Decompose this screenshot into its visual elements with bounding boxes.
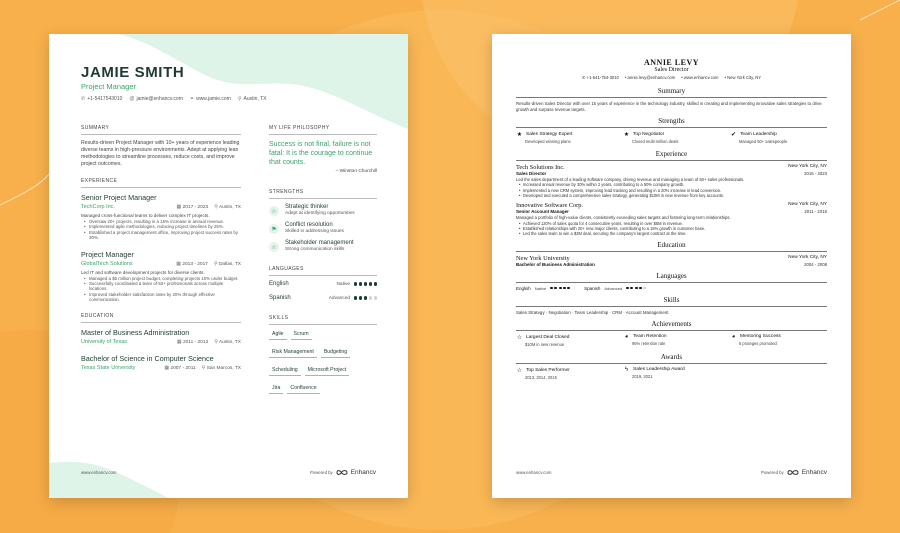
achievement-desc: 95% retention rate (632, 340, 666, 346)
job-position: Senior Account Manager (516, 209, 569, 215)
award-title: Sales Leadership Award (633, 367, 685, 373)
candidate-name: JAMIE SMITH (81, 64, 185, 81)
job-company: Tech Solutions Inc. (516, 164, 565, 171)
job-bullet: • Developed and executed a comprehensive sales strategy, generating $10M in new revenue from key accounts. (523, 193, 827, 198)
skills-tags (269, 330, 377, 394)
job-bullet: • Oversaw 20+ projects, resulting in a 15% increase in annual revenue. (89, 219, 241, 224)
job-entry (81, 193, 241, 241)
language-level: Advanced (328, 295, 351, 301)
achievement-title: Team Retention (633, 334, 667, 340)
job-entry (516, 164, 827, 198)
education-location: San Marcos, TX (206, 365, 241, 371)
language-name: English (516, 285, 531, 291)
footer-powered: Powered by (310, 470, 333, 475)
section-title-experience: Experience (516, 150, 827, 161)
job-bullet: • Implemented a new CRM system, improving lead tracking and resulting in a 20% increase in lead conversion. (523, 188, 827, 193)
contact-phone: +1-541-754-3010 (586, 75, 619, 80)
job-bullet: • Established relationships with 20+ new major clients, contributing to a 15% growth in customer base. (523, 226, 827, 231)
job-description: Managed cross-functional teams to deliver complex IT projects. (81, 213, 210, 218)
footer-site[interactable]: www.enhancv.com (81, 470, 117, 475)
section-title-experience: EXPERIENCE (81, 178, 241, 188)
strength-desc: Developed winning plans (525, 139, 571, 144)
education-degree: Bachelor of Science in Computer Science (81, 353, 214, 363)
candidate-name: ANNIE LEVY (643, 58, 699, 67)
achievement-item (730, 334, 827, 347)
education-location: New York City, NY (788, 254, 827, 260)
phone-icon: ✆ (81, 96, 86, 102)
education-entry (516, 255, 827, 267)
achievements-list (516, 334, 827, 347)
job-bullets (81, 219, 241, 241)
language-name: Spanish (269, 295, 291, 301)
job-dates: 2016 - 2023 (804, 171, 827, 176)
section-title-achievements: Achievements (516, 320, 827, 331)
language-level: Advanced (604, 285, 623, 291)
job-company: GlobalTech Solutions (81, 260, 133, 267)
skill-tag: Budgeting (321, 348, 350, 358)
rating-dot (354, 282, 357, 285)
achievement-title: Mentoring Success (740, 334, 781, 340)
star-icon: ★ (516, 132, 523, 138)
contact-location: Austin, TX (243, 96, 267, 102)
calendar-icon: ▦ (176, 204, 182, 210)
right-column (269, 125, 377, 394)
job-bullet: • Successfully coordinated a team of 50+ professionals across multiple locations. (89, 281, 241, 292)
section-title-skills: SKILLS (269, 315, 377, 325)
award-title: Top Sales Performer (526, 367, 570, 373)
footer-site[interactable]: www.enhancv.com (516, 470, 552, 475)
job-bullet: • Established a project management office, improving project success rates by 30%. (89, 230, 241, 241)
location-icon: ⚲ (214, 338, 218, 345)
job-dates: 2013 - 2017 (182, 261, 208, 267)
rating-dot (630, 287, 633, 290)
section-title-strengths: STRENGTHS (269, 189, 377, 199)
job-location: New York City, NY (788, 164, 827, 169)
footer-powered: Powered by (761, 470, 784, 475)
language-rating (626, 287, 646, 290)
rating-dot (643, 287, 646, 290)
section-title-summary: SUMMARY (81, 125, 241, 135)
skill-tag: Microsoft Project (305, 366, 350, 376)
job-dates: 2017 - 2023 (182, 205, 209, 210)
section-title-awards: Awards (516, 353, 827, 364)
awards-list (516, 367, 827, 380)
rating-dot (364, 296, 367, 299)
education-dates: 2007 - 2011 (170, 365, 196, 371)
language-item (584, 286, 646, 291)
location-icon: ⚲ (237, 96, 242, 102)
contact-location: New York City, NY (727, 75, 762, 80)
rating-dot (364, 282, 367, 285)
strength-desc: Strong communication skills (285, 247, 345, 252)
skill-tag: Agile (269, 330, 287, 340)
job-description: Managed a portfolio of high-value clients, consistently exceeding sales targets and fostering long-term relationships. (516, 215, 731, 221)
resume-footer (81, 469, 376, 476)
education-degree: Master of Business Administration (81, 327, 190, 337)
candidate-role: Sales Director (654, 67, 689, 73)
star-icon: ★ (623, 132, 630, 138)
pie-icon: ◕ (731, 333, 736, 340)
education-dates: 2011 - 2013 (182, 339, 209, 345)
language-rating (550, 287, 570, 290)
philosophy-quote: Success is not final, failure is not fatal: It is the courage to continue that counts. (269, 141, 373, 166)
language-level: Native (336, 281, 351, 287)
job-bullets (516, 221, 827, 237)
section-title-languages: Languages (516, 272, 827, 283)
job-title: Project Manager (81, 249, 134, 259)
star-icon: ☆ (269, 206, 279, 216)
award-desc: 2013, 2014, 2015 (525, 374, 557, 380)
enhancv-logo-icon (336, 469, 348, 476)
resume-annie-levy (492, 34, 851, 498)
achievement-title: Largest Deal Closed (526, 334, 570, 340)
section-title-education: EDUCATION (81, 313, 241, 323)
strength-item (623, 131, 720, 144)
job-position: Sales Director (516, 171, 547, 176)
strengths-list (516, 131, 827, 144)
strength-title: Strategic thinker (285, 204, 329, 210)
rating-dot (563, 287, 566, 290)
job-location: Austin, TX (218, 205, 241, 210)
strength-title: Team Leadership (740, 132, 777, 137)
award-item (623, 367, 720, 380)
rating-dot (359, 296, 362, 299)
language-rating (354, 282, 377, 285)
resume-footer (516, 469, 827, 476)
rating-dot (359, 282, 362, 285)
section-title-skills: Skills (516, 296, 827, 307)
footer-brand: Enhancv (350, 469, 376, 476)
section-title-summary: Summary (516, 87, 827, 98)
skill-tag: Scheduling (269, 366, 301, 376)
achievement-item (623, 334, 720, 347)
check-icon: ✔ (730, 132, 737, 138)
language-name: English (269, 281, 289, 287)
job-bullet: • Managed a $5 million project budget, completing projects 10% under budget. (89, 276, 241, 281)
skill-tag: Risk Management (269, 348, 317, 358)
strength-desc: Adept at identifying opportunities (285, 211, 355, 216)
job-bullets (81, 276, 241, 303)
award-item (516, 367, 613, 380)
job-location: Dallas, TX (218, 261, 241, 267)
job-bullet: • Led the sales team to win a $3M deal, securing the company's largest contract at the time. (523, 231, 827, 236)
contact-row (81, 96, 266, 102)
rating-dot (550, 287, 553, 290)
award-desc: 2019, 2021 (632, 373, 653, 379)
education-location: Austin, TX (218, 339, 241, 345)
pie-icon: ◕ (624, 333, 629, 340)
calendar-icon: ▦ (176, 260, 181, 267)
language-item (516, 286, 570, 291)
footer-wave (49, 438, 408, 498)
candidate-role: Project Manager (81, 82, 137, 91)
education-school: New York University (516, 254, 570, 262)
rating-dot (554, 287, 557, 290)
rating-dot (374, 296, 377, 299)
job-bullet: • Achieved 120% of sales quota for 4 consecutive years, resulting in over $5M in revenue. (523, 221, 827, 226)
rating-dot (626, 287, 629, 290)
achievement-desc: 5 proteges promoted (739, 340, 777, 346)
skill-tag: Scrum (291, 330, 312, 340)
strength-title: Sales Strategy Expert (526, 132, 573, 137)
rating-dot (374, 282, 377, 285)
rating-dot (567, 287, 570, 290)
job-company: Innovative Software Corp. (516, 202, 583, 210)
education-entry (81, 328, 241, 345)
location-icon: ⚲ (201, 364, 206, 371)
contact-website[interactable]: www.enhancv.com (683, 75, 719, 80)
star-icon: ☆ (269, 242, 279, 252)
strength-desc: Skilled in addressing issues (285, 229, 344, 234)
job-title: Senior Project Manager (81, 193, 157, 202)
bolt-icon: ϟ (624, 366, 629, 373)
left-column (81, 125, 241, 371)
link-icon: ⚭ (189, 96, 195, 102)
job-bullet: • Increased annual revenue by 30% within 2 years, contributing to a 50% company growth. (523, 182, 827, 187)
badge-icon: ⚑ (269, 224, 279, 234)
rating-dot (639, 287, 642, 290)
education-degree: Bachelor of Business Administration (516, 261, 595, 267)
strength-item (730, 131, 827, 144)
location-icon: ⚲ (214, 204, 218, 210)
achievement-desc: $10M in new revenue (525, 341, 565, 347)
star-outline-icon: ☆ (516, 367, 523, 374)
footer-brand: Enhancv (801, 469, 827, 476)
rating-dot (354, 296, 357, 299)
strength-item (269, 204, 377, 216)
job-description: Led IT and software development projects for diverse clients. (81, 269, 205, 275)
location-icon: ⚲ (213, 260, 218, 267)
job-location: New York City, NY (788, 202, 827, 208)
language-level: Native (534, 285, 547, 291)
contact-website[interactable]: www.jamie.com (196, 96, 231, 102)
rating-dot (559, 287, 562, 290)
phone-icon: ✆ (581, 75, 586, 80)
strength-desc: Managed 50+ salespeople (739, 139, 788, 144)
calendar-icon: ▦ (176, 338, 182, 345)
language-rating (354, 296, 377, 299)
summary-text: Results-driven Project Manager with 10+ years of experience leading diverse teams in high-pressure environments. Adept at applying lean methodologies to streamline processes, reduce costs, and improve project outcomes. (81, 140, 240, 167)
job-dates: 2011 - 2016 (804, 209, 827, 215)
job-company: TechCorp Inc. (81, 204, 115, 210)
rating-dot (635, 287, 638, 290)
job-bullet: • Implemented agile methodologies, reducing project timelines by 25%. (89, 224, 241, 229)
strength-item (516, 131, 613, 144)
education-school: University of Texas (81, 338, 128, 345)
skill-tag: Confluence (287, 384, 319, 394)
achievement-item (516, 334, 613, 347)
skill-tag: Jira (269, 384, 283, 394)
calendar-icon: ▦ (164, 364, 170, 371)
strength-title: Top Negotiator (633, 132, 665, 137)
strength-title: Conflict resolution (285, 222, 333, 228)
section-title-education: Education (516, 241, 827, 252)
section-title-languages: LANGUAGES (269, 266, 377, 276)
summary-text: Results-driven Sales Director with over 15 years of experience in the technology industry, skilled in creating and implementing innovative sales strategies to drive growth and surpass revenue targets. (516, 101, 822, 112)
contact-phone: +1-5417543010 (87, 96, 123, 102)
philosophy-author: – Winston Churchill (335, 169, 377, 174)
language-item (269, 281, 377, 287)
section-title-strengths: Strengths (516, 117, 827, 128)
job-bullet: • Improved stakeholder satisfaction rates by 20% through effective communication. (89, 292, 241, 303)
education-entry (81, 354, 241, 371)
enhancv-logo-icon (787, 469, 799, 476)
strength-desc: Closed multi-million deals (632, 139, 679, 144)
education-school: Texas State University (81, 364, 136, 371)
rating-dot (369, 282, 372, 285)
star-outline-icon: ☆ (516, 334, 523, 341)
job-entry (516, 202, 827, 236)
strength-title: Stakeholder management (285, 240, 354, 246)
resume-body (516, 87, 827, 383)
contact-email[interactable]: jamie@enhancv.com (136, 96, 183, 102)
education-dates: 2004 - 2008 (804, 261, 827, 267)
language-item (269, 295, 377, 301)
rating-dot (369, 296, 372, 299)
resume-jamie-smith (49, 34, 408, 498)
job-description: Led the sales department of a leading software company, driving revenue and managing a team of 50+ sales professionals. (516, 177, 745, 182)
contact-email[interactable]: annie.levy@enhancv.com (627, 75, 676, 80)
skills-text: Sales Strategy · Negotiation · Team Leadership · CRM · Account Management (516, 309, 669, 315)
section-title-philosophy: MY LIFE PHILOSOPHY (269, 125, 377, 135)
job-entry (81, 250, 241, 303)
contact-row: ✆ +1-541-754-3010 • annie.levy@enhancv.com • www.enhancv.com • New York City, NY (581, 75, 762, 80)
at-icon: @ (129, 96, 135, 102)
strength-item (269, 240, 377, 252)
job-bullets (516, 182, 827, 198)
language-name: Spanish (584, 285, 601, 291)
strength-item (269, 222, 377, 234)
